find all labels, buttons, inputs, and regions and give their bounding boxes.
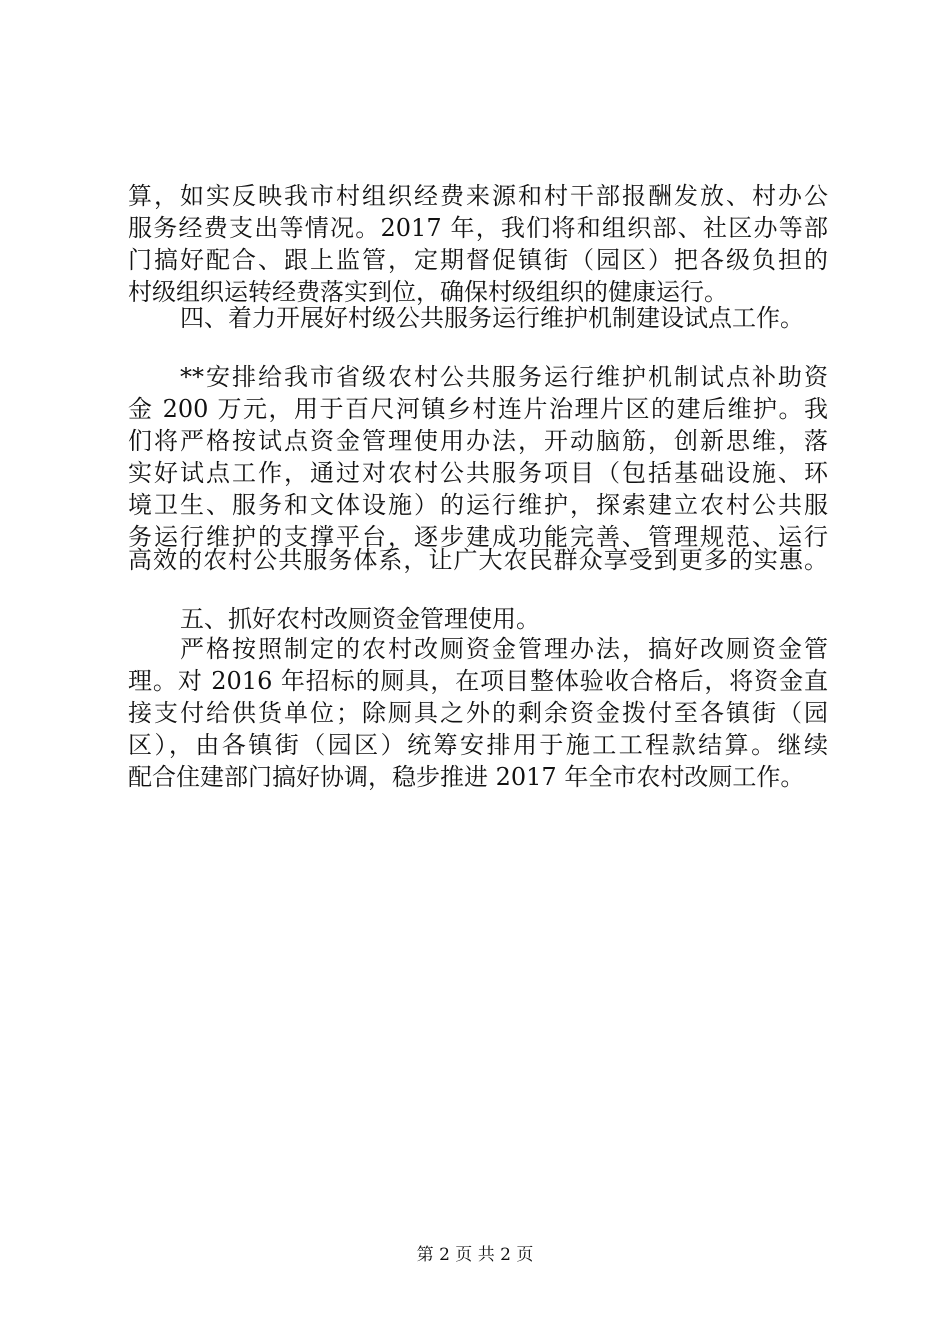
paragraph-2-line-1: **安排给我市省级农村公共服务运行维护机制试点补助资 <box>180 363 828 391</box>
paragraph-1-line-2: 服务经费支出等情况。2017 年，我们将和组织部、社区办等部 <box>128 214 828 242</box>
paragraph-2-line-5: 境卫生、服务和文体设施）的运行维护，探索建立农村公共服 <box>128 491 828 519</box>
paragraph-2-line-7: 高效的农村公共服务体系，让广大农民群众享受到更多的实惠。 <box>128 546 828 574</box>
paragraph-3-line-1: 严格按照制定的农村改厕资金管理办法，搞好改厕资金管 <box>180 635 828 663</box>
paragraph-3-line-4: 区），由各镇街（园区）统筹安排用于施工工程款结算。继续 <box>128 731 828 759</box>
section-heading-5: 五、抓好农村改厕资金管理使用。 <box>180 605 540 633</box>
paragraph-1-line-1: 算，如实反映我市村组织经费来源和村干部报酬发放、村办公 <box>128 182 828 210</box>
page-number-footer: 第 2 页 共 2 页 <box>416 1245 534 1265</box>
paragraph-3-line-5: 配合住建部门搞好协调，稳步推进 2017 年全市农村改厕工作。 <box>128 763 805 791</box>
paragraph-2-line-2: 金 200 万元，用于百尺河镇乡村连片治理片区的建后维护。我 <box>128 395 828 423</box>
paragraph-1-line-3: 门搞好配合、跟上监管，定期督促镇街（园区）把各级负担的 <box>128 246 828 274</box>
paragraph-2-line-3: 们将严格按试点资金管理使用办法，开动脑筋，创新思维，落 <box>128 427 828 455</box>
paragraph-2-line-4: 实好试点工作，通过对农村公共服务项目（包括基础设施、环 <box>128 459 828 487</box>
paragraph-1-line-4: 村级组织运转经费落实到位，确保村级组织的健康运行。 <box>128 278 728 306</box>
paragraph-3-line-3: 接支付给供货单位；除厕具之外的剩余资金拨付至各镇街（园 <box>128 699 828 727</box>
section-heading-4: 四、着力开展好村级公共服务运行维护机制建设试点工作。 <box>180 304 804 332</box>
paragraph-3-line-2: 理。对 2016 年招标的厕具，在项目整体验收合格后，将资金直 <box>128 667 828 695</box>
paragraph-2-line-6: 务运行维护的支撑平台，逐步建成功能完善、管理规范、运行 <box>128 523 828 551</box>
